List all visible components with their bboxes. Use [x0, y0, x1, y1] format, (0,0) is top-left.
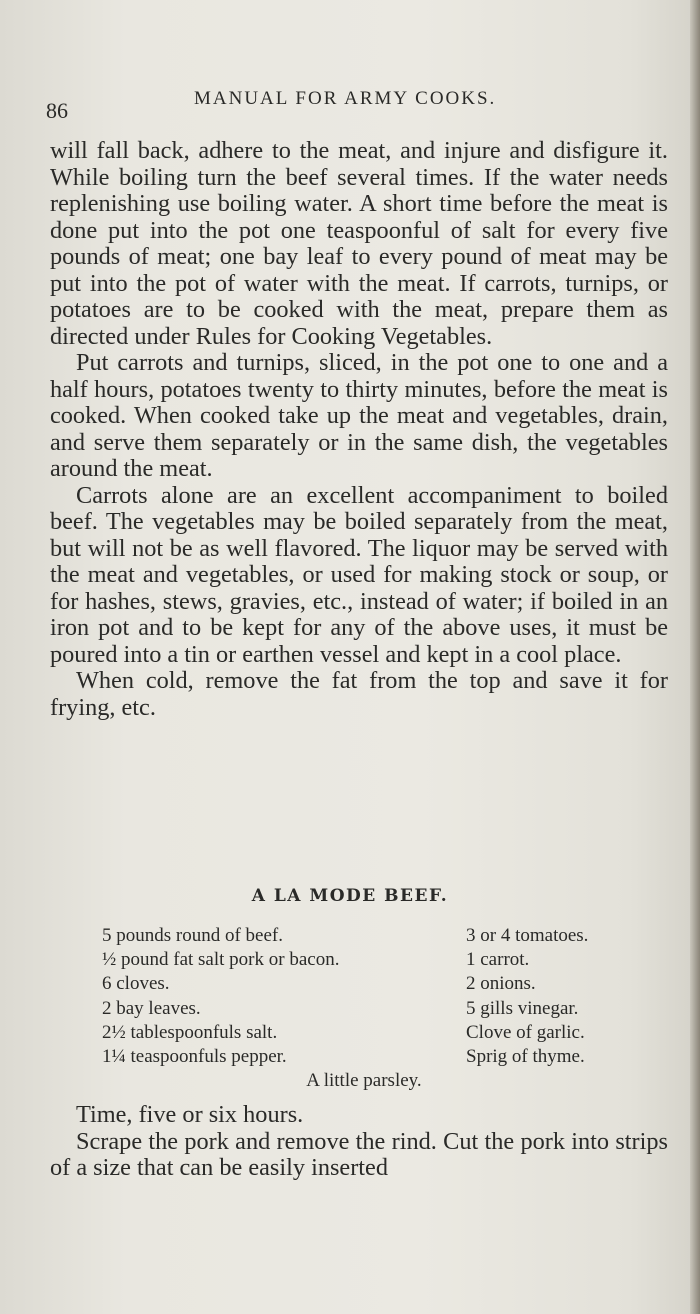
- paragraph: When cold, remove the fat from the top and save it for frying, etc.: [50, 667, 668, 721]
- page-header: [46, 88, 646, 128]
- ingredient-item: 2 onions.: [466, 973, 536, 995]
- ingredient-item: 5 gills vinegar.: [466, 997, 579, 1019]
- ingredient-item: 5 pounds round of beef.: [102, 925, 283, 946]
- running-head: MANUAL FOR ARMY COOKS.: [194, 88, 497, 109]
- paragraph: will fall back, adhere to the meat, and injure and disfigure it. While boiling turn the beef several times. If the water needs replenishing use boiling water. A short time before the meat is done put into the pot one teaspoonful of salt for every five pounds of meat; one bay leaf to every pound of meat may be put into the pot of water with the meat. If carrots, turnips, or potatoes are to be cooked with the meat, prepare them as directed under Rules for Cooking Vegetables.: [50, 137, 668, 350]
- page-edge: [690, 0, 700, 1314]
- ingredient-item: 2 bay leaves.: [102, 997, 201, 1019]
- ingredient-item: Clove of garlic.: [466, 1021, 585, 1043]
- ingredient-item: Sprig of thyme.: [466, 1046, 585, 1068]
- ingredient-column-left: [102, 924, 442, 1069]
- recipe-time: Time, five or six hours.: [76, 1101, 304, 1128]
- ingredient-item: 1 carrot.: [466, 949, 530, 971]
- recipe-instructions: [50, 1102, 668, 1182]
- body-text: [50, 138, 668, 721]
- ingredient-item: 6 cloves.: [102, 973, 170, 995]
- recipe-title: A LA MODE BEEF.: [251, 886, 449, 906]
- ingredient-item: 3 or 4 tomatoes.: [466, 925, 589, 946]
- ingredient-item: 2½ tablespoonfuls salt.: [102, 1021, 278, 1043]
- ingredient-list: [0, 924, 700, 1094]
- ingredient-item: 1¼ teaspoonfuls pepper.: [102, 1046, 287, 1068]
- page-number: 86: [46, 98, 68, 123]
- paragraph: Scrape the pork and remove the rind. Cut the pork into strips of a size that can be easily inserted: [50, 1127, 668, 1181]
- ingredient-item: ½ pound fat salt pork or bacon.: [102, 949, 340, 971]
- paragraph: Put carrots and turnips, sliced, in the pot one to one and a half hours, potatoes twenty to thirty minutes, before the meat is cooked. When cooked take up the meat and vegetables, drain, and serve them separately or in the same dish, the vegetables around the meat.: [50, 349, 668, 482]
- paragraph: Carrots alone are an excellent accompaniment to boiled beef. The vegetables may be boiled separately from the meat, but will not be as well flavored. The liquor may be served with the meat and vegetables, or used for making stock or soup, or for hashes, stews, gravies, etc., instead of water; if boiled in an iron pot and to be kept for any of the above uses, it must be poured into a tin or earthen vessel and kept in a cool place.: [50, 481, 668, 668]
- ingredient-column-right: [466, 924, 666, 1069]
- ingredient-item-centered: A little parsley.: [306, 1070, 422, 1091]
